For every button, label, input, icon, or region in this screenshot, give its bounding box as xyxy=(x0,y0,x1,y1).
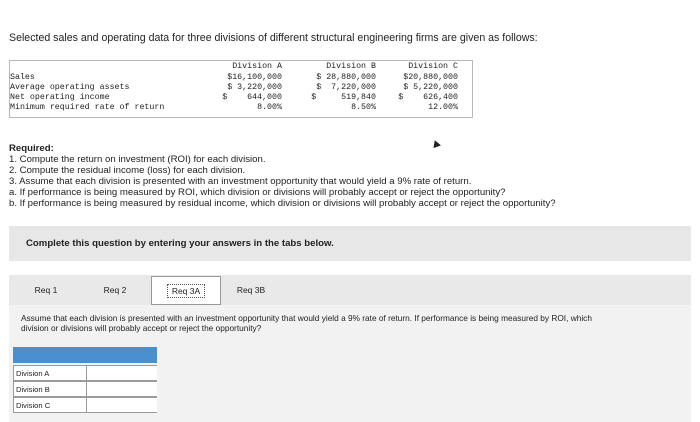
answer-row-label: Division A xyxy=(16,369,50,378)
tab-label: Req 3B xyxy=(236,285,266,295)
intro-text: Selected sales and operating data for three divisions of different structural engineering firms are given as follows: xyxy=(9,32,538,44)
cell-sales-b: $ 28,880,000 xyxy=(316,73,376,82)
question-text: Assume that each division is presented with an investment opportunity that would yield a 9% rate of return. If performance is being measured by ROI, which division or divisions will probably accept or reject the opportunity? xyxy=(21,313,592,333)
required-item-2: 2. Compute the residual income (loss) for each division. xyxy=(9,165,246,176)
answer-row-label: Division B xyxy=(16,385,50,394)
division-a-answer-input[interactable] xyxy=(86,366,157,380)
answer-row-division-b xyxy=(13,381,157,397)
tab-label: Req 2 xyxy=(103,285,127,295)
row-label-assets: Average operating assets xyxy=(10,83,130,92)
cell-sales-c: $20,880,000 xyxy=(403,73,458,82)
header-division-b: Division B xyxy=(326,62,376,71)
tab-req-1[interactable] xyxy=(14,275,78,305)
cell-noi-c: $ 626,400 xyxy=(398,93,458,102)
instructions-text: Complete this question by entering your answers in the tabs below. xyxy=(26,238,334,249)
answer-row-division-a xyxy=(13,365,157,381)
required-item-3: 3. Assume that each division is presented with an investment opportunity that would yield a 9% rate of return. xyxy=(9,176,472,187)
division-c-answer-input[interactable] xyxy=(86,398,157,412)
answer-row-division-c xyxy=(13,397,157,413)
tab-label: Req 1 xyxy=(34,285,58,295)
cell-noi-b: $ 519,840 xyxy=(311,93,376,102)
cell-assets-a: $ 3,220,000 xyxy=(227,83,282,92)
cell-assets-c: $ 5,220,000 xyxy=(403,83,458,92)
row-label-sales: Sales xyxy=(10,73,35,82)
cell-rate-b: 8.50% xyxy=(351,103,376,112)
tab-label: Req 3A xyxy=(167,284,205,298)
cell-sales-a: $16,100,000 xyxy=(227,73,282,82)
cell-rate-a: 8.00% xyxy=(257,103,282,112)
required-heading: Required: xyxy=(9,143,54,154)
tab-req-3a[interactable] xyxy=(151,276,221,305)
header-division-a: Division A xyxy=(232,62,282,71)
cell-noi-a: $ 644,000 xyxy=(222,93,282,102)
answer-row-label: Division C xyxy=(16,401,51,410)
cell-rate-c: 12.00% xyxy=(428,103,458,112)
required-item-3b: b. If performance is being measured by residual income, which division or divisions will probably accept or reject the opportunity? xyxy=(9,198,556,209)
row-label-noi: Net operating income xyxy=(10,93,110,102)
answer-table-header xyxy=(13,347,157,363)
cell-assets-b: $ 7,220,000 xyxy=(316,83,376,92)
header-division-c: Division C xyxy=(408,62,458,71)
tab-req-3b[interactable] xyxy=(222,275,280,305)
required-item-1: 1. Compute the return on investment (ROI) for each division. xyxy=(9,154,266,165)
division-b-answer-input[interactable] xyxy=(86,382,157,396)
row-label-min-rate: Minimum required rate of return xyxy=(10,103,165,112)
required-item-3a: a. If performance is being measured by ROI, which division or divisions will probably accept or reject the opportunity? xyxy=(9,187,506,198)
tab-req-2[interactable] xyxy=(82,275,148,305)
mouse-cursor-icon xyxy=(431,139,441,148)
